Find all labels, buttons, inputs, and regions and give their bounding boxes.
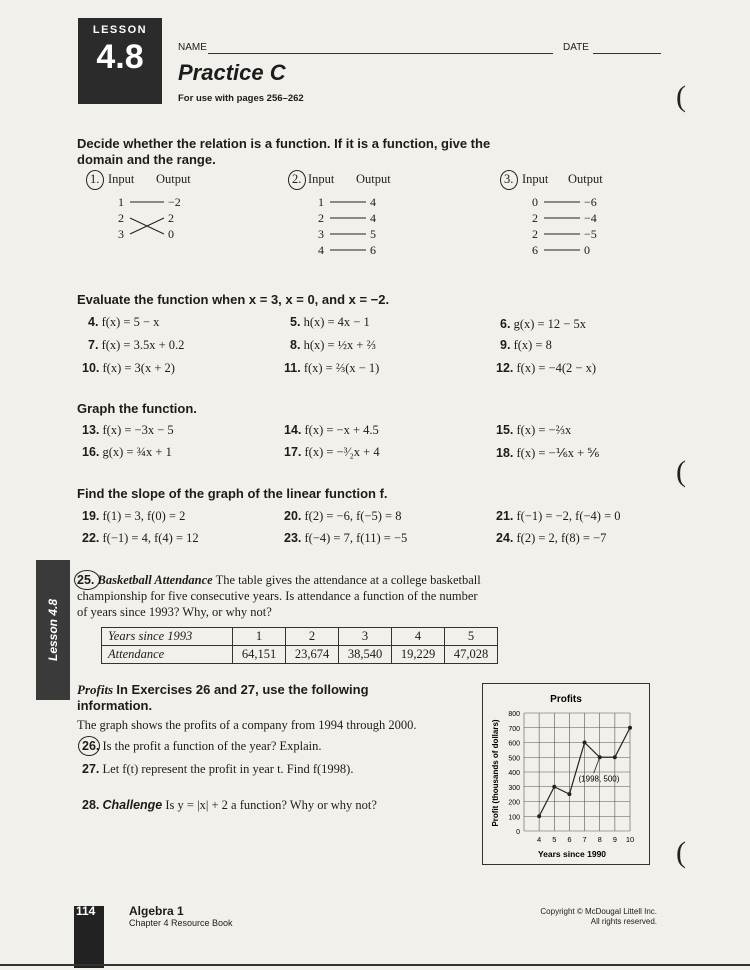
exercise-number: 20.	[284, 509, 302, 523]
exercise-4: f(x) = 5 − x	[101, 315, 160, 329]
exercise-14: f(x) = −x + 4.5	[304, 423, 379, 437]
data-point	[552, 785, 556, 789]
exercise-number: 14.	[284, 423, 302, 437]
table-cell: 2	[286, 628, 339, 646]
evaluate-instructions: Evaluate the function when x = 3, x = 0, and x = −2.	[77, 292, 390, 307]
mapping-output-value: −2	[168, 195, 181, 209]
table-cell: 23,674	[286, 646, 339, 664]
exercise-number: 17.	[284, 445, 302, 459]
exercise-number: 9.	[500, 338, 511, 352]
y-tick-label: 400	[508, 770, 520, 777]
mapping-output-value: −4	[584, 211, 597, 225]
exercise-number: 24.	[496, 531, 514, 545]
chart-y-label: Profit (thousands of dollars)	[491, 719, 500, 827]
table-cell: 1	[233, 628, 286, 646]
annotation-pointer	[594, 757, 600, 773]
mapping-output-value: 5	[370, 227, 376, 241]
y-tick-label: 700	[508, 725, 520, 733]
x-tick-label: 7	[582, 835, 587, 844]
mapping-output-value: 0	[168, 227, 174, 241]
mapping-input-value: 2	[118, 211, 124, 225]
exercise-number: 21.	[496, 509, 514, 523]
x-tick-label: 5	[552, 835, 557, 844]
profits-intro	[77, 682, 437, 714]
exercise-number: 16.	[82, 445, 100, 459]
exercise-15: f(x) = −⅔x	[516, 423, 572, 437]
challenge-label: Challenge	[102, 798, 163, 812]
mapping-output-value: −6	[584, 195, 597, 209]
page-subtitle: For use with pages 256–262	[178, 93, 304, 104]
lesson-side-tab-label: Lesson 4.8	[46, 598, 60, 662]
y-tick-label: 200	[508, 799, 520, 807]
exercise-20: f(2) = −6, f(−5) = 8	[304, 509, 402, 523]
table-row	[102, 646, 498, 664]
mapping-input-value: 1	[318, 195, 324, 209]
exercise-23: f(−4) = 7, f(11) = −5	[304, 531, 408, 545]
chapter-title: Chapter 4 Resource Book	[129, 918, 233, 928]
mapping-output-value: 6	[370, 243, 376, 257]
x-tick-label: 6	[567, 835, 572, 844]
x-tick-label: 8	[597, 835, 602, 844]
attendance-table	[101, 627, 498, 664]
exercise-number: 7.	[88, 338, 99, 352]
copyright-line-2: All rights reserved.	[590, 917, 657, 926]
mapping-input-value: 1	[118, 195, 124, 209]
date-line[interactable]	[593, 53, 661, 54]
mapping-arrows	[328, 194, 370, 260]
exercise-number: 27.	[82, 762, 100, 776]
data-point	[537, 814, 541, 818]
y-tick-label: 800	[508, 711, 520, 718]
profits-instructions: In Exercises 26 and 27, use the following information.	[77, 682, 369, 713]
date-label: DATE	[563, 42, 589, 53]
mapping-input-value: 2	[318, 211, 324, 225]
exercise-10: f(x) = 3(x + 2)	[102, 361, 175, 375]
mapping-input-value: 4	[318, 243, 324, 257]
lesson-badge	[78, 18, 162, 104]
data-point	[598, 755, 602, 759]
problem-25-title: Basketball Attendance	[97, 573, 213, 587]
table-header-cell: Attendance	[102, 646, 233, 664]
table-cell: 47,028	[445, 646, 498, 664]
mapping-number: 1.	[90, 172, 100, 186]
exercise-17: f(x) = −³⁄₂x + 4	[304, 445, 380, 459]
exercise-11: f(x) = ⅔(x − 1)	[303, 361, 380, 375]
exercise-18: f(x) = −⅙x + ⅚	[516, 446, 600, 460]
mapping-output-header: Output	[568, 172, 603, 186]
exercise-6: g(x) = 12 − 5x	[513, 317, 586, 331]
mapping-input-value: 6	[532, 243, 538, 257]
mapping-output-value: 0	[584, 243, 590, 257]
data-point	[628, 726, 632, 730]
x-tick-label: 10	[625, 835, 635, 844]
mapping-input-header: Input	[108, 172, 135, 186]
table-header-cell: Years since 1993	[102, 628, 233, 646]
exercise-number: 22.	[82, 531, 100, 545]
exercise-number: 11.	[284, 361, 301, 375]
name-line[interactable]	[208, 53, 553, 54]
mapping-input-value: 3	[318, 227, 324, 241]
relation-instructions: Decide whether the relation is a function. If it is a function, give the domain and the range.	[77, 136, 491, 167]
exercise-21: f(−1) = −2, f(−4) = 0	[516, 509, 621, 523]
exercise-26: Is the profit a function of the year? Explain.	[102, 739, 322, 753]
profits-chart	[482, 683, 650, 865]
table-cell: 38,540	[339, 646, 392, 664]
exercise-9: f(x) = 8	[513, 338, 552, 352]
y-tick-label: 600	[508, 740, 520, 748]
chart-annotation: (1998, 500)	[578, 774, 620, 784]
mapping-output-value: −5	[584, 227, 597, 241]
chart-title: Profits	[550, 694, 582, 705]
profits-label: Profits	[77, 682, 114, 697]
table-cell: 5	[445, 628, 498, 646]
exercise-number: 15.	[496, 423, 514, 437]
page-title: Practice C	[178, 60, 286, 85]
problem-25-text: The table gives the attendance at a college basketball championship for five consecutive years. Is attendance a function of the number of years since 1993? Why, or why not?	[77, 573, 481, 619]
exercise-5: h(x) = 4x − 1	[303, 315, 370, 329]
mapping-number: 3.	[504, 172, 514, 186]
mapping-output-value: 4	[370, 195, 376, 209]
mapping-arrows	[128, 194, 168, 244]
exercise-number: 12.	[496, 361, 514, 375]
mapping-output-header: Output	[356, 172, 391, 186]
exercise-22: f(−1) = 4, f(4) = 12	[102, 531, 199, 545]
data-point	[583, 741, 587, 745]
exercise-number: 13.	[82, 423, 100, 437]
profits-text: The graph shows the profits of a company from 1994 through 2000.	[77, 718, 417, 732]
table-cell: 4	[392, 628, 445, 646]
exercise-8: h(x) = ½x + ⅔	[303, 338, 376, 352]
mapping-output-header: Output	[156, 172, 191, 186]
exercise-number: 19.	[82, 509, 100, 523]
data-point	[567, 792, 571, 796]
exercise-number: 10.	[82, 361, 100, 375]
x-tick-label: 9	[612, 835, 617, 844]
exercise-28: Is y = |x| + 2 a function? Why or why not?	[165, 798, 377, 812]
bottom-rule	[0, 964, 750, 966]
mapping-arrows	[542, 194, 584, 260]
exercise-13: f(x) = −3x − 5	[102, 423, 174, 437]
y-tick-label: 300	[508, 784, 520, 792]
mapping-input-header: Input	[308, 172, 335, 186]
lesson-side-tab	[36, 560, 70, 700]
exercise-number: 5.	[290, 315, 301, 329]
exercise-19: f(1) = 3, f(0) = 2	[102, 509, 186, 523]
y-tick-label: 100	[508, 814, 520, 822]
mapping-input-header: Input	[522, 172, 549, 186]
table-cell: 19,229	[392, 646, 445, 664]
exercise-number: 28.	[82, 798, 100, 812]
y-tick-label: 0	[516, 829, 520, 836]
exercise-number: 18.	[496, 446, 514, 460]
y-tick-label: 500	[508, 755, 520, 763]
exercise-27: Let f(t) represent the profit in year t. Find f(1998).	[102, 762, 354, 776]
mapping-input-value: 2	[532, 211, 538, 225]
exercise-number: 26.	[82, 739, 100, 753]
exercise-number: 23.	[284, 531, 302, 545]
binder-hole-mark: (	[676, 836, 686, 869]
book-title: Algebra 1	[129, 904, 184, 918]
exercise-7: f(x) = 3.5x + 0.2	[101, 338, 185, 352]
mapping-input-value: 0	[532, 195, 538, 209]
chart-grid	[524, 713, 630, 831]
table-row	[102, 628, 498, 646]
mapping-number: 2.	[292, 172, 302, 186]
table-cell: 64,151	[233, 646, 286, 664]
binder-hole-mark: (	[676, 80, 686, 113]
name-label: NAME	[178, 42, 207, 53]
binder-hole-mark: (	[676, 455, 686, 488]
mapping-output-value: 4	[370, 211, 376, 225]
table-cell: 3	[339, 628, 392, 646]
slope-instructions: Find the slope of the graph of the linear function f.	[77, 486, 388, 501]
lesson-word: LESSON	[92, 24, 148, 36]
problem-25	[77, 572, 487, 620]
exercise-12: f(x) = −4(2 − x)	[516, 361, 596, 375]
chart-x-label: Years since 1990	[537, 849, 607, 859]
graph-instructions: Graph the function.	[77, 401, 197, 416]
problem-25-number: 25.	[77, 573, 95, 587]
exercise-24: f(2) = 2, f(8) = −7	[516, 531, 607, 545]
exercise-number: 4.	[88, 315, 99, 329]
exercise-16: g(x) = ¾x + 1	[102, 445, 172, 459]
mapping-output-value: 2	[168, 211, 174, 225]
page-number: 114	[76, 904, 96, 918]
mapping-input-value: 3	[118, 227, 124, 241]
lesson-number: 4.8	[96, 38, 144, 76]
mapping-input-value: 2	[532, 227, 538, 241]
x-tick-label: 4	[537, 835, 542, 844]
copyright-line-1: Copyright © McDougal Littell Inc.	[540, 907, 657, 916]
exercise-number: 6.	[500, 317, 511, 331]
exercise-number: 8.	[290, 338, 301, 352]
data-point	[613, 755, 617, 759]
